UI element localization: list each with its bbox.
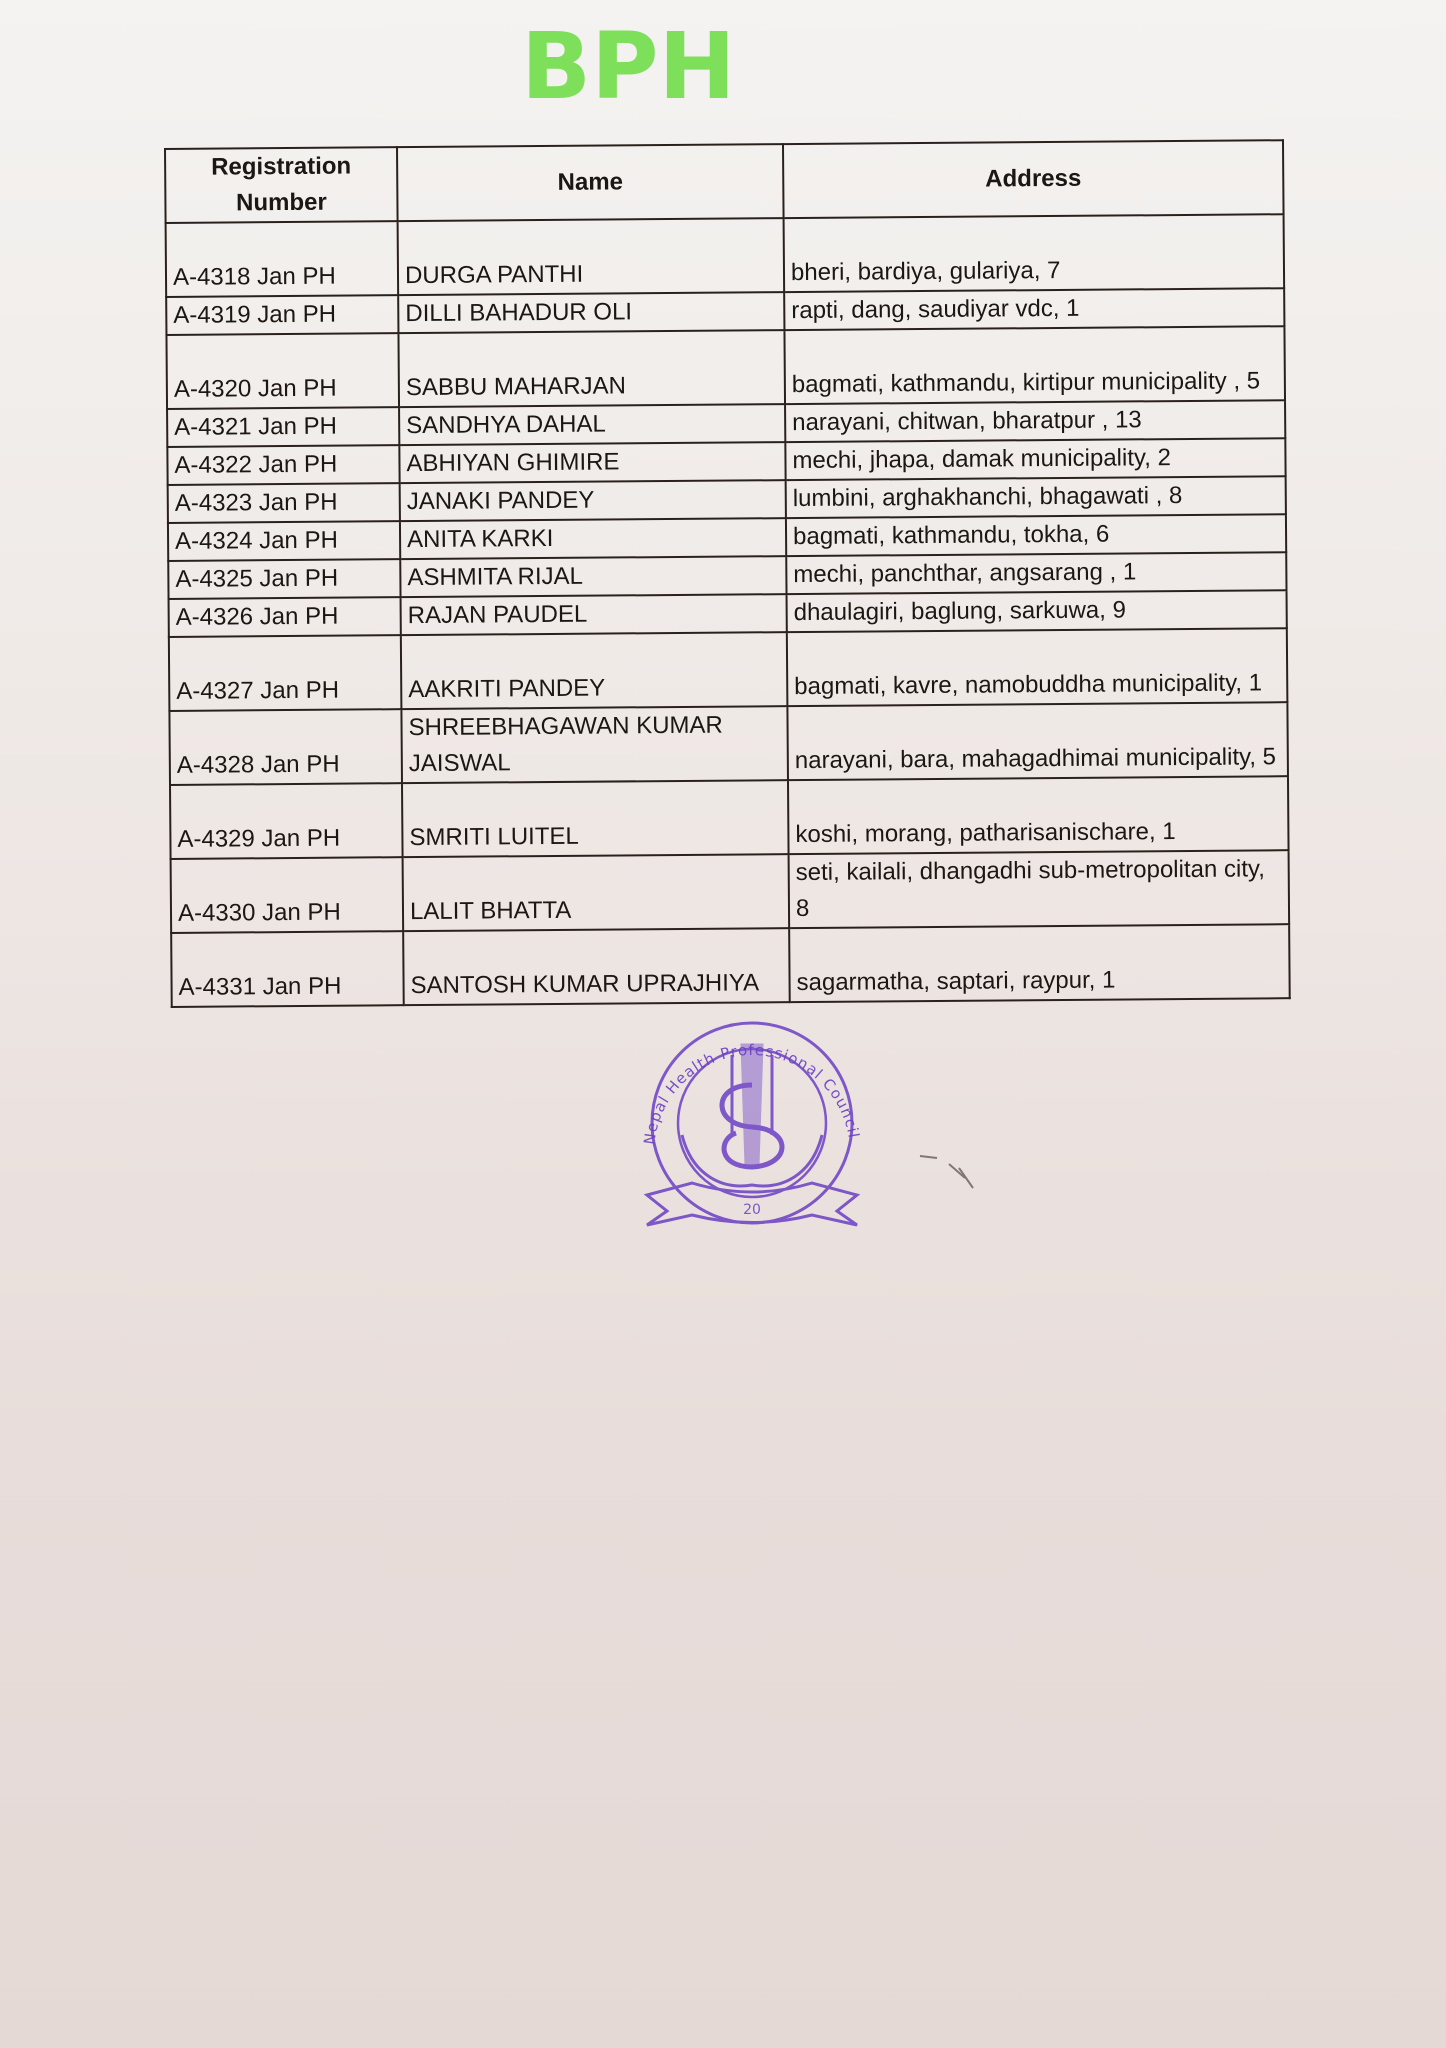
- registration-table-wrapper: [164, 148, 1284, 1008]
- cell-registration-number: A-4327 Jan PH: [169, 635, 402, 711]
- cell-name: LALIT BHATTA: [403, 854, 790, 931]
- cell-address: rapti, dang, saudiyar vdc, 1: [784, 288, 1284, 330]
- header-address: Address: [783, 140, 1284, 218]
- cell-registration-number: A-4326 Jan PH: [169, 597, 401, 637]
- cell-registration-number: A-4320 Jan PH: [166, 333, 399, 409]
- cell-name: SANDHYA DAHAL: [399, 404, 785, 445]
- cell-registration-number: A-4329 Jan PH: [170, 783, 403, 859]
- cell-registration-number: A-4324 Jan PH: [168, 521, 400, 561]
- cell-name: DURGA PANTHI: [398, 218, 785, 295]
- cell-address: dhaulagiri, baglung, sarkuwa, 9: [787, 590, 1287, 632]
- cell-name: ASHMITA RIJAL: [400, 556, 786, 597]
- cell-address: sagarmatha, saptari, raypur, 1: [789, 924, 1290, 1002]
- table-row: [166, 326, 1285, 409]
- cell-registration-number: A-4319 Jan PH: [166, 295, 398, 335]
- cell-registration-number: A-4323 Jan PH: [168, 483, 400, 523]
- cell-registration-number: A-4330 Jan PH: [171, 857, 404, 933]
- cell-address: bheri, bardiya, gulariya, 7: [784, 214, 1285, 292]
- cell-registration-number: A-4322 Jan PH: [167, 445, 399, 485]
- cell-registration-number: A-4331 Jan PH: [171, 931, 404, 1007]
- cell-address: narayani, chitwan, bharatpur , 13: [785, 400, 1285, 442]
- table-row: [171, 850, 1290, 933]
- cell-name: ANITA KARKI: [400, 518, 786, 559]
- handwritten-label-text: BPH: [521, 13, 736, 120]
- cell-address: mechi, jhapa, damak municipality, 2: [785, 438, 1285, 480]
- cell-name: SHREEBHAGAWAN KUMAR JAISWAL: [401, 706, 788, 783]
- cell-registration-number: A-4318 Jan PH: [166, 221, 399, 297]
- cell-address: bagmati, kathmandu, kirtipur municipality , 5: [784, 326, 1285, 404]
- cell-address: narayani, bara, mahagadhimai municipality, 5: [787, 702, 1288, 780]
- cell-name: SANTOSH KUMAR UPRAJHIYA: [403, 928, 790, 1005]
- cell-address: lumbini, arghakhanchi, bhagawati , 8: [786, 476, 1286, 518]
- handwritten-label: [515, 0, 775, 130]
- cell-name: RAJAN PAUDEL: [401, 594, 787, 635]
- header-registration-number: Registration Number: [165, 147, 398, 223]
- registration-table: [164, 139, 1291, 1008]
- table-header-row: [165, 140, 1284, 223]
- table-row: [170, 776, 1289, 859]
- cell-name: SABBU MAHARJAN: [398, 330, 785, 407]
- cell-address: bagmati, kavre, namobuddha municipality, 1: [787, 628, 1288, 706]
- table-row: [169, 702, 1288, 785]
- header-name: Name: [397, 144, 784, 221]
- cell-address: koshi, morang, patharisanischare, 1: [788, 776, 1289, 854]
- council-seal-stamp: [632, 1015, 872, 1235]
- cell-address: mechi, panchthar, angsarang , 1: [786, 552, 1286, 594]
- cell-name: AAKRITI PANDEY: [401, 632, 788, 709]
- cell-address: seti, kailali, dhangadhi sub-metropolitan city, 8: [789, 850, 1290, 928]
- cell-registration-number: A-4321 Jan PH: [167, 407, 399, 447]
- cell-address: bagmati, kathmandu, tokha, 6: [786, 514, 1286, 556]
- pen-marks: [915, 1148, 985, 1218]
- seal-year: 20: [743, 1202, 761, 1218]
- cell-name: DILLI BAHADUR OLI: [398, 292, 784, 333]
- cell-registration-number: A-4325 Jan PH: [168, 559, 400, 599]
- table-row: [166, 214, 1285, 297]
- cell-name: SMRITI LUITEL: [402, 780, 789, 857]
- table-row: [171, 924, 1290, 1007]
- cell-registration-number: A-4328 Jan PH: [169, 709, 402, 785]
- table-row: [169, 628, 1288, 711]
- cell-name: JANAKI PANDEY: [400, 480, 786, 521]
- seal-text: Nepal Health Professional Council: [640, 1040, 863, 1146]
- cell-name: ABHIYAN GHIMIRE: [399, 442, 785, 483]
